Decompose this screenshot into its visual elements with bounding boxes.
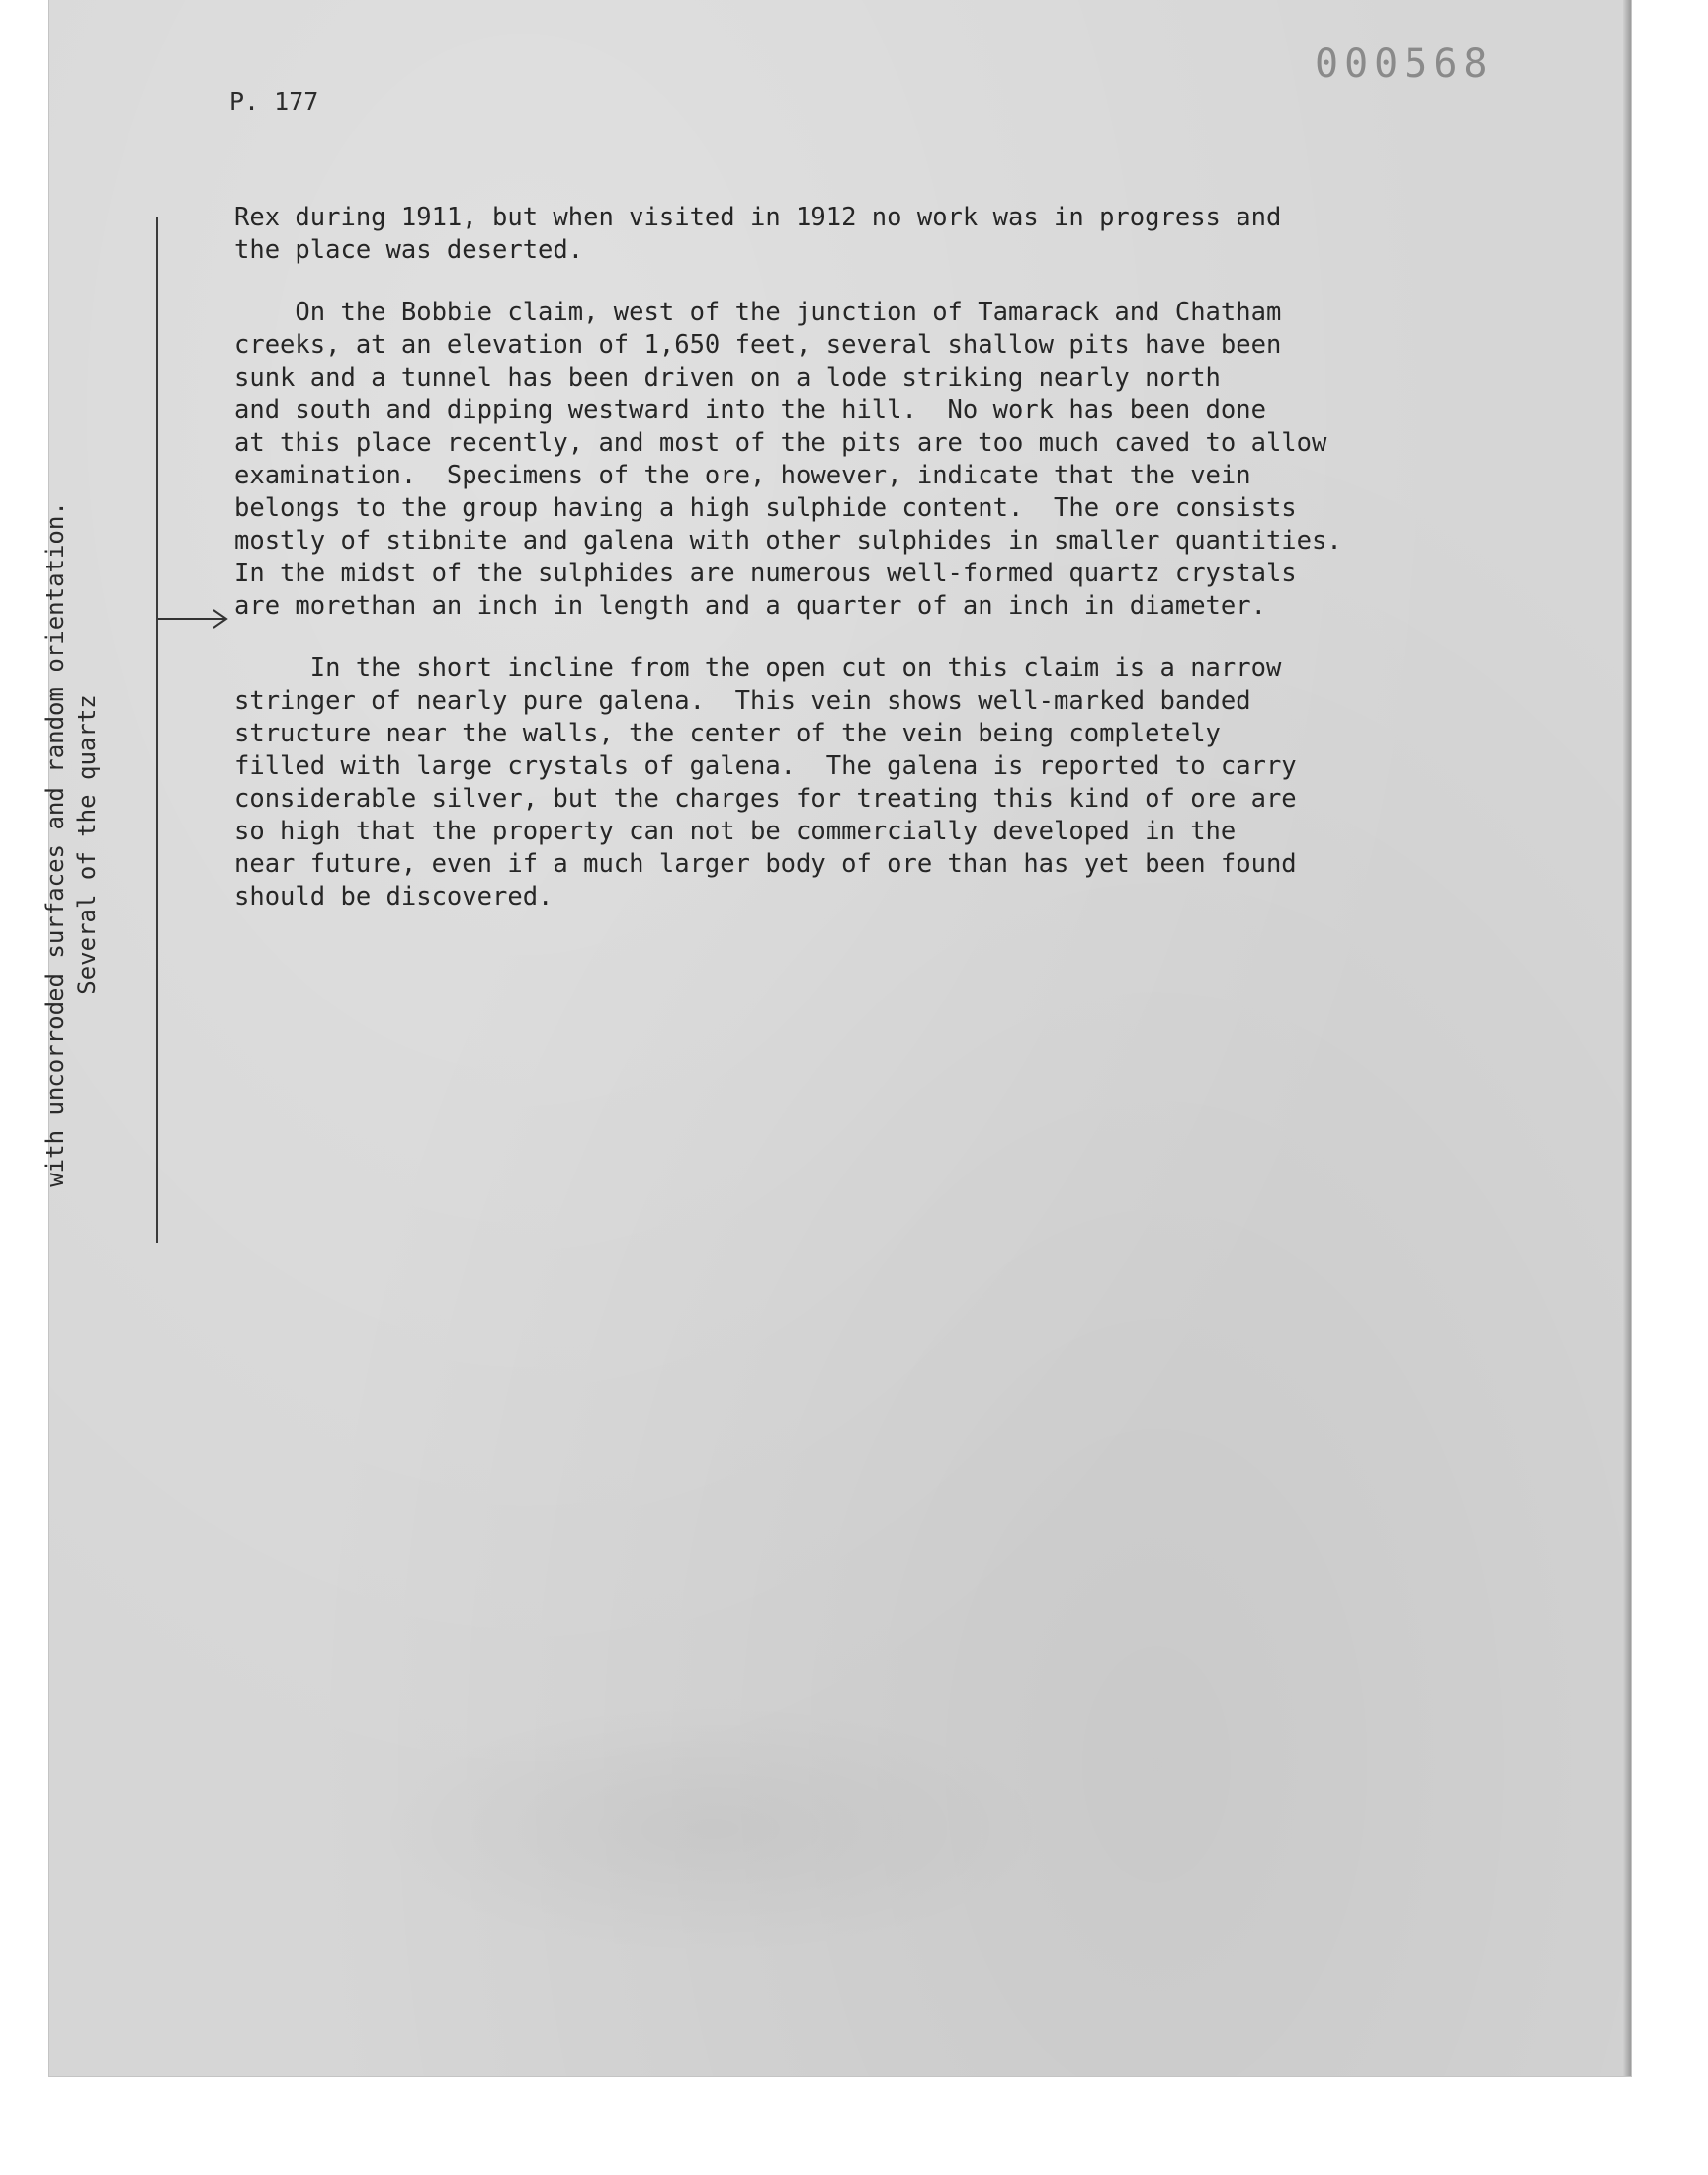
text-line: In the short incline from the open cut on this claim is a narrow — [234, 653, 1282, 683]
page-reference: P. 177 — [229, 87, 319, 116]
text-line: are morethan an inch in length and a quarter of an inch in diameter. — [234, 591, 1266, 621]
text-line: stringer of nearly pure galena. This vein shows well-marked banded — [234, 686, 1251, 716]
paragraph — [234, 202, 1559, 267]
body-text — [234, 202, 1559, 943]
text-line: at this place recently, and most of the pits are too much caved to allow — [234, 428, 1327, 458]
text-line: filled with large crystals of galena. The galena is reported to carry — [234, 751, 1297, 781]
text-line: mostly of stibnite and galena with other sulphides in smaller quantities. — [234, 526, 1342, 556]
document-number: 000568 — [1315, 42, 1494, 87]
margin-note-line: Several of the quartz — [73, 694, 101, 995]
text-line: belongs to the group having a high sulphide content. The ore consists — [234, 493, 1297, 523]
text-line: should be discovered. — [234, 882, 554, 912]
margin-note-insertion — [40, 498, 103, 1190]
page-edge-shadow — [1623, 0, 1631, 2076]
text-line: Rex during 1911, but when visited in 1912 no work was in progress and — [234, 203, 1282, 232]
margin-rule-line — [156, 218, 158, 1243]
text-line: considerable silver, but the charges for treating this kind of ore are — [234, 784, 1297, 814]
insertion-arrow-icon — [156, 607, 229, 631]
text-line: In the midst of the sulphides are numerous well-formed quartz crystals — [234, 559, 1297, 588]
text-line: creeks, at an elevation of 1,650 feet, several shallow pits have been — [234, 330, 1282, 360]
text-line: the place was deserted. — [234, 235, 584, 265]
text-line: near future, even if a much larger body of ore than has yet been found — [234, 849, 1297, 879]
text-line: so high that the property can not be commercially developed in the — [234, 817, 1237, 846]
text-line: On the Bobbie claim, west of the junction of Tamarack and Chatham — [234, 298, 1282, 327]
text-line: and south and dipping westward into the hill. No work has been done — [234, 395, 1266, 425]
text-line: sunk and a tunnel has been driven on a lode striking nearly north — [234, 363, 1221, 392]
text-line: examination. Specimens of the ore, however, indicate that the vein — [234, 461, 1251, 490]
margin-note-line: with uncorroded surfaces and random orientation. — [42, 501, 69, 1187]
paragraph — [234, 297, 1559, 623]
paragraph — [234, 652, 1559, 914]
paper-stain — [366, 1700, 1058, 1958]
text-line: structure near the walls, the center of the vein being completely — [234, 719, 1221, 748]
